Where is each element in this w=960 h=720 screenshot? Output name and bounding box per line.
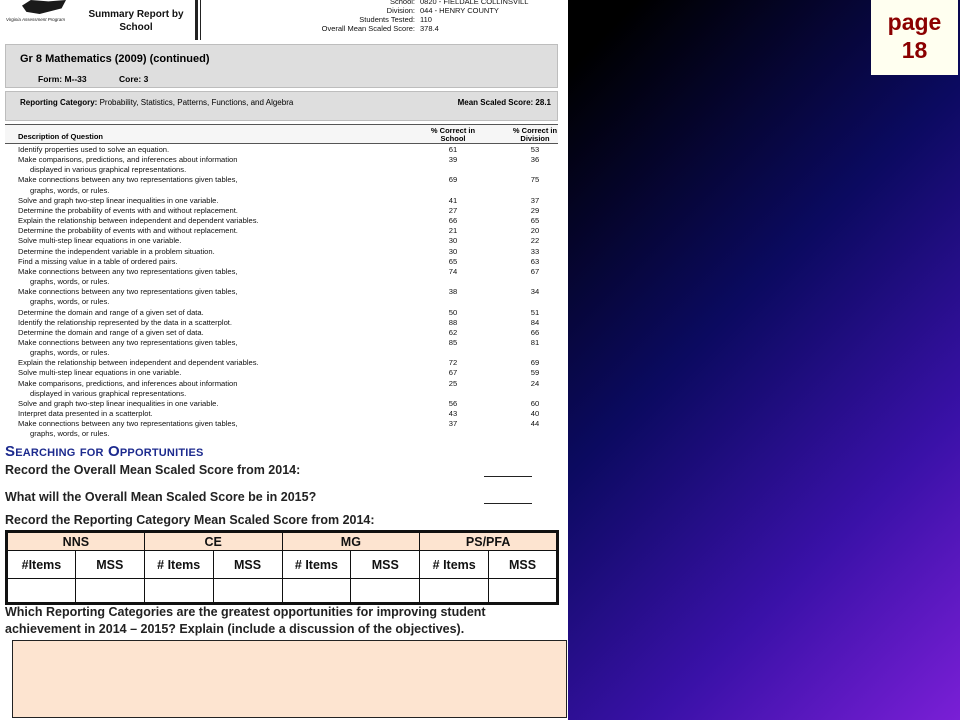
percent-correct-school: 25 — [448, 378, 458, 388]
percent-correct-school: 30 — [448, 236, 458, 246]
percent-correct-school: 67 — [448, 368, 458, 378]
percent-correct-division: 34 — [530, 287, 540, 297]
percent-correct-school: 61 — [448, 145, 458, 154]
page-number-badge — [871, 0, 958, 75]
objective-description-continued: displayed in various graphical representations. — [30, 388, 187, 398]
page-number: 18 — [901, 37, 928, 63]
objective-description — [18, 267, 418, 287]
entry-cell[interactable] — [489, 579, 558, 604]
header-divider — [195, 0, 198, 40]
objective-description — [18, 338, 418, 358]
objective-description — [18, 358, 418, 368]
header-divider-thin — [200, 0, 201, 40]
percent-correct-school: 37 — [448, 419, 458, 429]
info-overall-mss: Overall Mean Scaled Score: 378.4 — [321, 24, 439, 33]
program-logo-text: Virginia Assessment Program — [6, 17, 66, 22]
info-students-tested: Students Tested: 110 — [359, 15, 432, 24]
section-title: Searching for Opportunities — [5, 443, 204, 460]
objective-description — [18, 287, 418, 307]
percent-correct-division: 59 — [530, 368, 540, 378]
objective-row — [18, 206, 558, 216]
percent-correct-division: 67 — [530, 266, 540, 276]
objective-description-text: Explain the relationship between independent and dependent variables. — [18, 358, 259, 368]
objective-description-continued: graphs, words, or rules. — [30, 185, 110, 195]
col-header-school: % Correct in School — [430, 126, 476, 143]
objective-description — [18, 216, 418, 226]
percent-correct-school: 39 — [448, 155, 458, 165]
percent-correct-school: 72 — [448, 358, 458, 368]
entry-cell[interactable] — [282, 579, 351, 604]
form-label: Form: M--33 — [38, 74, 87, 84]
answer-blank-2014[interactable] — [484, 476, 532, 477]
subheader-items: # Items — [420, 551, 489, 579]
objective-row — [18, 358, 558, 368]
entry-cell[interactable] — [7, 579, 76, 604]
school-info — [300, 0, 528, 33]
group-mg: MG — [282, 532, 420, 551]
info-division: Division: 044 - HENRY COUNTY — [386, 6, 499, 15]
objective-description — [18, 175, 418, 195]
objective-description-continued: graphs, words, or rules. — [30, 429, 110, 439]
objective-description-continued: graphs, words, or rules. — [30, 297, 110, 307]
percent-correct-division: 65 — [530, 216, 540, 226]
subheader-items: # Items — [144, 551, 213, 579]
objective-description-text: Make connections between any two representations given tables, — [18, 287, 238, 297]
percent-correct-school: 27 — [448, 205, 458, 215]
percent-correct-division: 24 — [530, 378, 540, 388]
percent-correct-school: 30 — [448, 246, 458, 256]
objective-row — [18, 399, 558, 409]
prompt-overall-mss-2014: Record the Overall Mean Scaled Score from 2014: — [5, 463, 301, 477]
group-nns: NNS — [7, 532, 145, 551]
subheader-items: # Items — [282, 551, 351, 579]
answer-blank-2015[interactable] — [484, 503, 532, 504]
objective-row — [18, 257, 558, 267]
objective-description-text: Determine the independent variable in a problem situation. — [18, 246, 215, 256]
mss-grid-entry-row — [7, 579, 558, 604]
group-ce: CE — [144, 532, 282, 551]
report-title: Summary Report by School — [88, 9, 184, 33]
percent-correct-division: 81 — [530, 337, 540, 347]
report-header — [0, 0, 568, 40]
objective-row — [18, 368, 558, 378]
core-label: Core: 3 — [119, 74, 149, 84]
objective-description — [18, 145, 418, 155]
objective-description — [18, 226, 418, 236]
objective-description-text: Determine the domain and range of a given set of data. — [18, 327, 204, 337]
prompt-overall-mss-2015: What will the Overall Mean Scaled Score be in 2015? — [5, 490, 317, 504]
entry-cell[interactable] — [420, 579, 489, 604]
category-band — [5, 91, 558, 121]
objective-description-text: Solve and graph two-step linear inequalities in one variable. — [18, 398, 219, 408]
percent-correct-division: 29 — [530, 205, 540, 215]
percent-correct-school: 74 — [448, 266, 458, 276]
percent-correct-division: 20 — [530, 226, 540, 236]
objective-row — [18, 175, 558, 195]
percent-correct-division: 22 — [530, 236, 540, 246]
objective-description — [18, 328, 418, 338]
percent-correct-school: 50 — [448, 307, 458, 317]
objectives-table-header — [5, 124, 558, 144]
objective-description-continued: displayed in various graphical representations. — [30, 165, 187, 175]
objective-description — [18, 257, 418, 267]
group-ps-pfa: PS/PFA — [420, 532, 558, 551]
entry-cell[interactable] — [144, 579, 213, 604]
reporting-category-name: Probability, Statistics, Patterns, Functions, and Algebra — [99, 98, 294, 107]
percent-correct-division: 37 — [530, 195, 540, 205]
percent-correct-school: 66 — [448, 216, 458, 226]
prompt-opportunities-line1: Which Reporting Categories are the greatest opportunities for improving student — [5, 605, 486, 619]
objective-description — [18, 155, 418, 175]
objective-description-text: Solve multi-step linear equations in one variable. — [18, 236, 182, 246]
col-header-description: Description of Question — [18, 132, 104, 141]
prompt-opportunities-line2: achievement in 2014 – 2015? Explain (include a discussion of the objectives). — [5, 622, 465, 636]
prompt-category-mss-2014: Record the Reporting Category Mean Scaled Score from 2014: — [5, 513, 375, 527]
page-label: page — [887, 9, 942, 35]
objective-description-text: Make connections between any two representations given tables, — [18, 337, 238, 347]
entry-cell[interactable] — [351, 579, 420, 604]
objective-description — [18, 236, 418, 246]
objective-description-text: Solve multi-step linear equations in one variable. — [18, 368, 182, 378]
objective-description — [18, 308, 418, 318]
objective-description-text: Determine the probability of events with and without replacement. — [18, 226, 238, 236]
objective-row — [18, 338, 558, 358]
objective-description-text: Explain the relationship between independent and dependent variables. — [18, 216, 259, 226]
percent-correct-school: 38 — [448, 287, 458, 297]
objective-row — [18, 145, 558, 155]
subject-band — [5, 44, 558, 88]
objective-description-continued: graphs, words, or rules. — [30, 348, 110, 358]
objective-description-text: Make connections between any two representations given tables, — [18, 266, 238, 276]
objective-description-text: Interpret data presented in a scatterplot. — [18, 409, 153, 419]
objective-row — [18, 328, 558, 338]
mss-grid — [5, 530, 559, 605]
percent-correct-school: 88 — [448, 317, 458, 327]
percent-correct-division: 36 — [530, 155, 540, 165]
subject-title: Gr 8 Mathematics (2009) (continued) — [20, 53, 210, 65]
objective-description-text: Make comparisons, predictions, and inferences about information — [18, 155, 238, 165]
objective-description-text: Determine the probability of events with and without replacement. — [18, 205, 238, 215]
objective-description — [18, 247, 418, 257]
subheader-mss: MSS — [351, 551, 420, 579]
percent-correct-school: 21 — [448, 226, 458, 236]
objective-description-text: Solve and graph two-step linear inequalities in one variable. — [18, 195, 219, 205]
objective-row — [18, 247, 558, 257]
objective-row — [18, 308, 558, 318]
entry-cell[interactable] — [75, 579, 144, 604]
objective-row — [18, 267, 558, 287]
objective-description-text: Make connections between any two representations given tables, — [18, 175, 238, 185]
objective-row — [18, 318, 558, 328]
category-mean-scaled-score: Mean Scaled Score: 28.1 — [457, 98, 551, 107]
objective-description-text: Identify properties used to solve an equation. — [18, 145, 170, 154]
subheader-mss: MSS — [75, 551, 144, 579]
objective-description — [18, 368, 418, 378]
objective-description — [18, 409, 418, 419]
percent-correct-division: 40 — [530, 409, 540, 419]
objective-row — [18, 196, 558, 206]
percent-correct-division: 84 — [530, 317, 540, 327]
info-school: School: 0820 - FIELDALE COLLINSVILL — [389, 0, 529, 6]
percent-correct-division: 63 — [530, 256, 540, 266]
objective-description — [18, 419, 418, 439]
subheader-mss: MSS — [489, 551, 558, 579]
percent-correct-school: 41 — [448, 195, 458, 205]
explanation-answer-box[interactable] — [12, 640, 567, 718]
objective-row — [18, 287, 558, 307]
objective-description-text: Make comparisons, predictions, and inferences about information — [18, 378, 238, 388]
col-header-division: % Correct in Division — [512, 126, 558, 143]
objective-description-continued: graphs, words, or rules. — [30, 277, 110, 287]
percent-correct-division: 44 — [530, 419, 540, 429]
percent-correct-division: 66 — [530, 327, 540, 337]
objective-description-text: Find a missing value in a table of ordered pairs. — [18, 256, 178, 266]
objective-row — [18, 236, 558, 246]
percent-correct-division: 75 — [530, 175, 540, 185]
entry-cell[interactable] — [213, 579, 282, 604]
objective-description — [18, 379, 418, 399]
percent-correct-school: 62 — [448, 327, 458, 337]
percent-correct-division: 69 — [530, 358, 540, 368]
reporting-category-label: Reporting Category: — [20, 98, 98, 107]
subheader-mss: MSS — [213, 551, 282, 579]
objective-description — [18, 196, 418, 206]
percent-correct-division: 53 — [530, 145, 540, 154]
percent-correct-division: 51 — [530, 307, 540, 317]
objective-description — [18, 206, 418, 216]
percent-correct-division: 60 — [530, 398, 540, 408]
mss-grid-subheader-row — [7, 551, 558, 579]
objective-description-text: Identify the relationship represented by the data in a scatterplot. — [18, 317, 233, 327]
percent-correct-school: 65 — [448, 256, 458, 266]
percent-correct-division: 33 — [530, 246, 540, 256]
objective-row — [18, 216, 558, 226]
percent-correct-school: 69 — [448, 175, 458, 185]
form-line — [38, 74, 148, 84]
percent-correct-school: 43 — [448, 409, 458, 419]
objective-description — [18, 318, 418, 328]
reporting-category — [20, 98, 310, 108]
percent-correct-school: 56 — [448, 398, 458, 408]
objective-description — [18, 399, 418, 409]
objectives-table — [18, 145, 558, 440]
virginia-map-icon — [22, 0, 66, 14]
objective-row — [18, 409, 558, 419]
percent-correct-school: 85 — [448, 337, 458, 347]
objective-description-text: Determine the domain and range of a given set of data. — [18, 307, 204, 317]
objective-row — [18, 419, 558, 439]
objective-row — [18, 379, 558, 399]
objective-row — [18, 226, 558, 236]
mss-grid-group-row — [7, 532, 558, 551]
objective-row — [18, 155, 558, 175]
objective-description-text: Make connections between any two representations given tables, — [18, 419, 238, 429]
subheader-items: #Items — [7, 551, 76, 579]
